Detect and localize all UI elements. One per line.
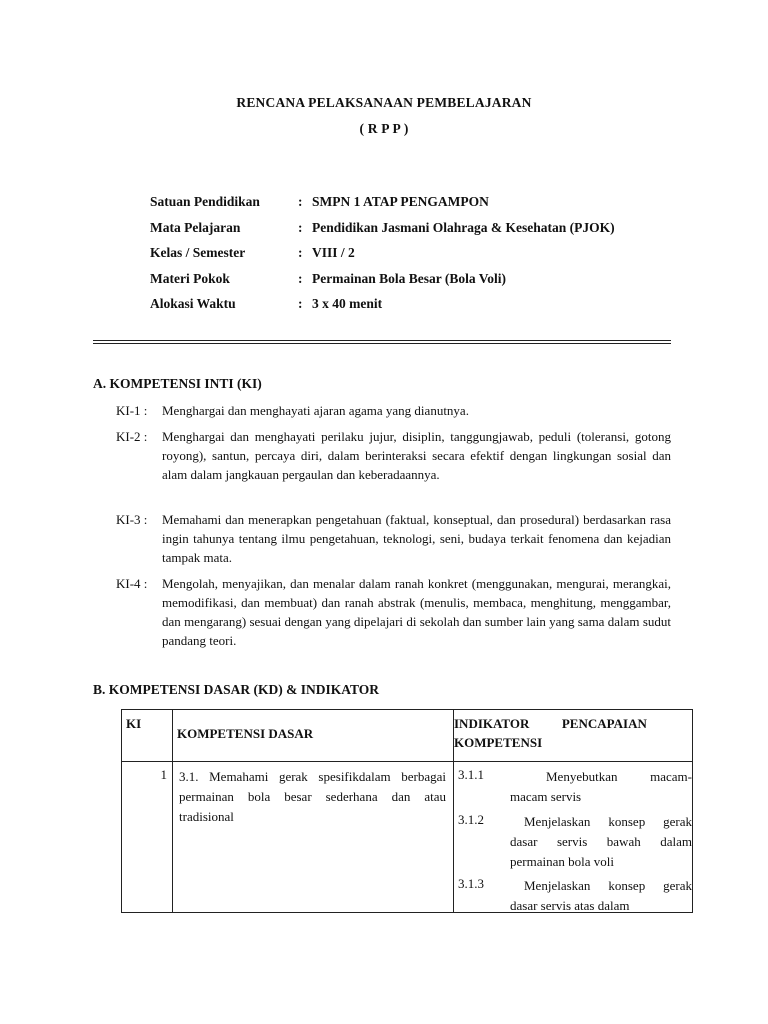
ki-code: KI-2 : — [116, 429, 148, 444]
row-kompetensi-dasar: 3.1. Memahami gerak spesifikdalam berbagai permainan bola besar sederhana dan atau tradisional — [179, 769, 446, 824]
ki-text: Menghargai dan menghayati perilaku jujur, disiplin, tanggungjawab, peduli (toleransi, gotong royong), santun, percaya diri, dalam berinteraksi secara efektif dengan lingkungan sosial dan alam dalam jangkauan pergaulan dan keberadaannya. — [162, 429, 671, 482]
indicator-text: Menjelaskan konsep gerak dasar servis bawah dalam permainan bola voli — [510, 814, 692, 869]
identity-label: Materi Pokok — [150, 270, 230, 286]
identity-colon: : — [298, 245, 303, 260]
identity-colon: : — [298, 194, 303, 209]
ki-text: Memahami dan menerapkan pengetahuan (faktual, konseptual, dan prosedural) berdasarkan rasa ingin tahunya tentang ilmu pengetahuan, teknologi, seni, budaya terkait fenomena dan kejadian tampak mata. — [162, 512, 671, 565]
header-ki: KI — [126, 716, 142, 731]
identity-value: Pendidikan Jasmani Olahraga & Kesehatan (PJOK) — [312, 219, 615, 235]
ki-code: KI-4 : — [116, 576, 148, 591]
table-header-divider — [122, 761, 692, 762]
row-ki-number: 1 — [160, 767, 167, 782]
identity-label: Kelas / Semester — [150, 245, 246, 260]
indicator-item — [458, 767, 692, 807]
ki-text: Mengolah, menyajikan, dan menalar dalam ranah konkret (menggunakan, mengurai, merangkai, memodifikasi, dan membuat) dan ranah abstrak (menulis, membaca, menghitung, menggambar, dan mengarang) sesuai dengan yang dipelajari di sekolah dan sumber lain yang sama dalam sudut pandang teori. — [162, 576, 671, 648]
ki-code: KI-1 : — [116, 403, 148, 418]
indicator-text: Menjelaskan konsep gerak dasar servis atas dalam — [510, 878, 692, 912]
identity-colon: : — [298, 270, 303, 286]
document-title: RENCANA PELAKSANAAN PEMBELAJARAN — [236, 95, 532, 110]
section-b-heading: B. KOMPETENSI DASAR (KD) & INDIKATOR — [93, 682, 380, 697]
indicator-number: 3.1.3 — [458, 876, 484, 891]
identity-value: Permainan Bola Besar (Bola Voli) — [312, 270, 507, 286]
section-a-heading: A. KOMPETENSI INTI (KI) — [93, 376, 262, 391]
divider-line — [93, 343, 671, 344]
identity-colon: : — [298, 219, 303, 235]
identity-label: Mata Pelajaran — [150, 219, 241, 235]
header-kompetensi: KOMPETENSI — [454, 735, 543, 750]
header-indikator: INDIKATOR PENCAPAIAN — [454, 716, 647, 731]
ki-code: KI-3 : — [116, 512, 148, 527]
identity-value: 3 x 40 menit — [312, 296, 383, 311]
table-column-divider — [172, 710, 173, 912]
indicator-number: 3.1.1 — [458, 767, 484, 782]
indicator-number: 3.1.2 — [458, 812, 484, 827]
divider-line — [93, 340, 671, 341]
identity-label: Alokasi Waktu — [150, 296, 236, 311]
identity-value: SMPN 1 ATAP PENGAMPON — [312, 194, 489, 209]
ki-text: Menghargai dan menghayati ajaran agama yang dianutnya. — [162, 403, 469, 418]
header-kompetensi-dasar: KOMPETENSI DASAR — [177, 726, 314, 741]
kd-indicator-table — [121, 709, 693, 913]
identity-label: Satuan Pendidikan — [150, 194, 260, 209]
indicator-item — [458, 876, 692, 912]
identity-colon: : — [298, 296, 303, 311]
indicator-text: Menyebutkan macam-macam servis — [510, 769, 692, 804]
indicator-item — [458, 812, 692, 872]
document-subtitle: ( R P P ) — [359, 121, 409, 136]
identity-value: VIII / 2 — [312, 245, 355, 260]
